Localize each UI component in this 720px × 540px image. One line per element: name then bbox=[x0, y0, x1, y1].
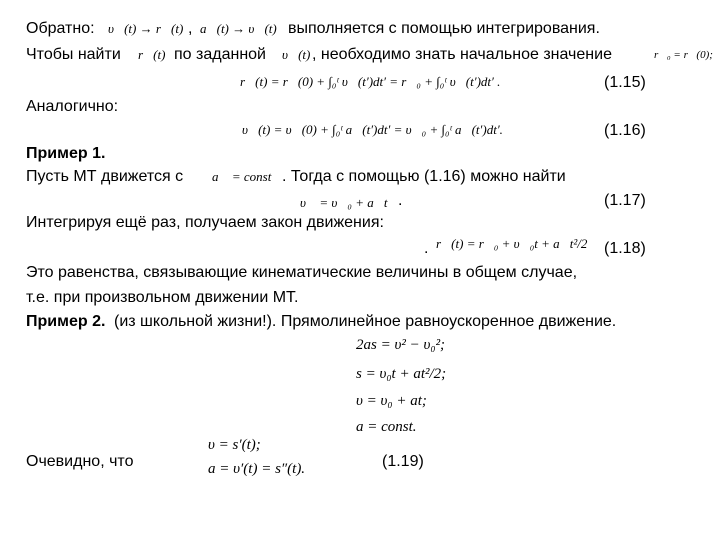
text-then-find: . Тогда с помощью (1.16) можно найти bbox=[282, 168, 566, 185]
heading-example-2: Пример 2. bbox=[26, 313, 106, 330]
text-integration: выполняется с помощью интегрирования. bbox=[288, 20, 600, 37]
heading-example-1: Пример 1. bbox=[26, 145, 106, 162]
text-dot-1-18: . bbox=[424, 240, 429, 257]
formula-r0: r⃗₀ = r⃗(0); bbox=[654, 49, 713, 61]
text-analogously: Аналогично: bbox=[26, 98, 119, 115]
equation-v: υ = υ₀ + at; bbox=[356, 393, 427, 409]
text-example-2-desc: (из школьной жизни!). Прямолинейное равноускоренное движение. bbox=[114, 313, 617, 330]
formula-r-t: r⃗(t) bbox=[138, 47, 166, 62]
text-comma: , bbox=[188, 20, 193, 37]
text-integrating-again: Интегрируя ещё раз, получаем закон движения: bbox=[26, 214, 384, 231]
equation-1-15: r⃗(t) = r⃗(0) + ∫₀ᵗ υ⃗(t′)dt′ = r⃗₀ + ∫₀ᵗ υ⃗(t′)dt′ . bbox=[240, 74, 501, 89]
text-initial-value: , необходимо знать начальное значение bbox=[312, 46, 612, 63]
equation-number-1-18: (1.18) bbox=[604, 240, 646, 257]
equation-1-19-a: a = υ′(t) = s″(t). bbox=[208, 461, 306, 477]
text-these-equalities: Это равенства, связывающие кинематические величины в общем случае, bbox=[26, 264, 578, 281]
equation-number-1-19: (1.19) bbox=[382, 453, 424, 470]
text-obratno: Обратно: bbox=[26, 20, 95, 37]
text-let-mt-moves: Пусть МТ движется с bbox=[26, 168, 184, 185]
equation-1-16: υ⃗(t) = υ⃗(0) + ∫₀ᵗ a⃗(t′)dt′ = υ⃗₀ + ∫₀ᵗ a⃗(t′)dt′. bbox=[242, 122, 503, 137]
text-arbitrary-motion: т.е. при произвольном движении МТ. bbox=[26, 289, 299, 306]
equation-s: s = υ₀t + at²/2; bbox=[356, 366, 447, 382]
formula-a-to-v: a⃗(t) → υ⃗(t) bbox=[200, 21, 277, 36]
text-by-given: по заданной bbox=[174, 46, 266, 63]
equation-number-1-15: (1.15) bbox=[604, 74, 646, 91]
text-dot-1-17: . bbox=[398, 192, 403, 209]
formula-a-const: a⃗ = const bbox=[212, 169, 272, 184]
equation-a-const: a = const. bbox=[356, 419, 417, 435]
text-to-find: Чтобы найти bbox=[26, 46, 121, 63]
equation-1-17: υ⃗ = υ⃗₀ + a⃗t bbox=[300, 195, 388, 210]
formula-v-t: υ⃗(t) bbox=[282, 47, 311, 62]
formula-v-to-r: υ⃗(t) → r⃗(t) bbox=[108, 21, 184, 36]
equation-1-19-v: υ = s′(t); bbox=[208, 437, 261, 453]
equation-number-1-16: (1.16) bbox=[604, 122, 646, 139]
equation-2as: 2as = υ² − υ₀²; bbox=[356, 337, 446, 353]
equation-1-18: r⃗(t) = r⃗₀ + υ⃗₀t + a⃗t²/2 bbox=[436, 236, 588, 251]
text-obviously: Очевидно, что bbox=[26, 453, 134, 470]
equation-number-1-17: (1.17) bbox=[604, 192, 646, 209]
